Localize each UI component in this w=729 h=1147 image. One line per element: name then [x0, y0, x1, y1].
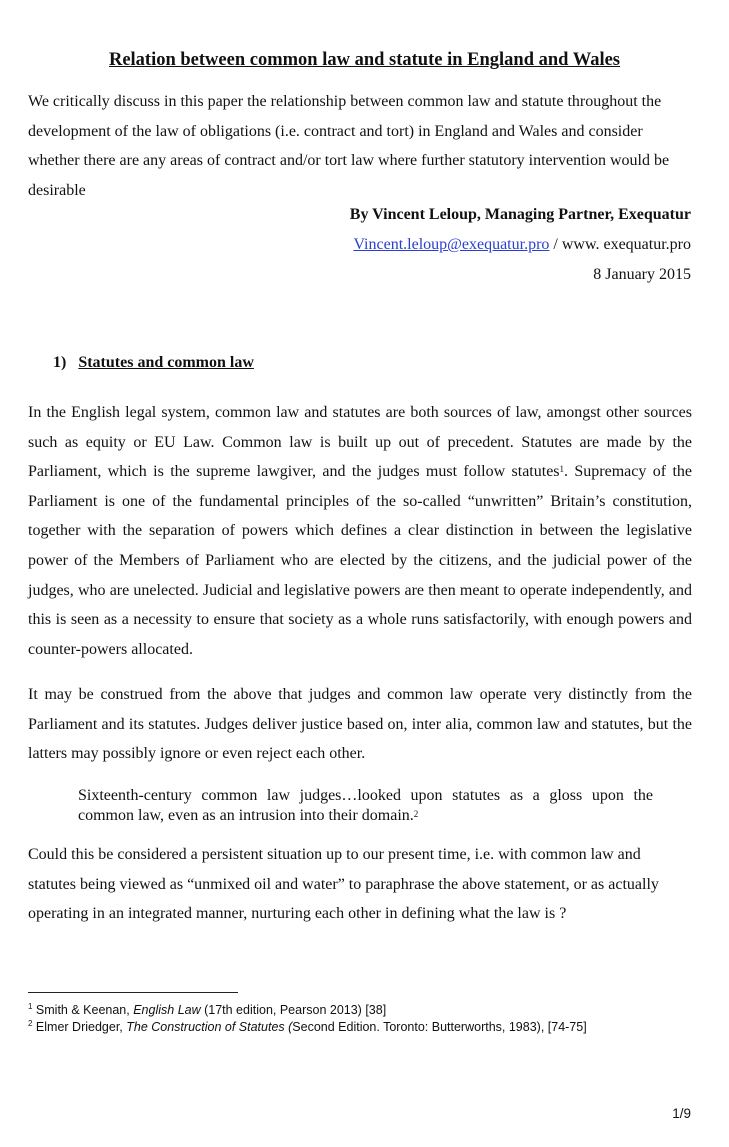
- author-contact: [353, 236, 691, 254]
- contact-separator: /: [549, 236, 562, 253]
- footnote-text: Elmer Driedger,: [32, 1020, 127, 1034]
- document-title: Relation between common law and statute in England and Wales: [108, 50, 621, 70]
- footnote-1: [28, 1002, 386, 1018]
- footnote-2: [28, 1019, 587, 1035]
- body-paragraph-2: It may be construed from the above that judges and common law operate very distinctly from the Parliament and its statutes. Judges deliver justice based on, inter alia, common law and statutes, but the latters may possibly ignore or even reject each other.: [28, 686, 692, 763]
- author-email-link[interactable]: Vincent.leloup@exequatur.pro: [353, 236, 550, 253]
- footnote-text: Smith & Keenan,: [32, 1003, 134, 1017]
- author-byline: By Vincent Leloup, Managing Partner, Exequatur: [349, 206, 691, 223]
- intro-paragraph: We critically discuss in this paper the relationship between common law and statute throughout the development of the law of obligations (i.e. contract and tort) in England and Wales and consider whether there are any areas of contract and/or tort law where further statutory intervention would be desirable: [28, 93, 670, 199]
- paragraph-text: In the English legal system, common law and statutes are both sources of law, amongst other sources such as equity or EU Law. Common law is built up out of precedent. Statutes are made by the Parliament, which is the supreme lawgiver, and the judges must follow statutes: [28, 404, 692, 481]
- quote-text: Sixteenth-century common law judges…looked upon statutes as a gloss upon the common law, even as an intrusion into their domain.: [78, 787, 653, 824]
- footnote-italic: English Law: [133, 1003, 201, 1017]
- footnote-ref-2: 2: [413, 809, 419, 819]
- section-heading: [53, 354, 254, 372]
- paragraph-text: . Supremacy of the Parliament is one of the fundamental principles of the so-called “unwritten” Britain’s constitution, together with the separation of powers which defines a clear distinction in between the legislative power of the Members of Parliament who are elected by the citizens, and the judicial power of the judges, who are unelected. Judicial and legislative powers are then meant to operate independently, and this is seen as a necessity to ensure that society as a whole runs satisfactorily, with enough powers and counter-powers allocated.: [28, 463, 692, 658]
- footnote-italic: The Construction of Statutes (: [126, 1020, 293, 1034]
- footnote-ref-1: 1: [559, 464, 565, 475]
- document-date: 8 January 2015: [593, 266, 691, 283]
- footnote-number: 2: [28, 1019, 33, 1028]
- footnote-number: 1: [28, 1002, 33, 1011]
- footnote-separator: [28, 992, 238, 993]
- section-number: 1): [53, 354, 67, 371]
- body-paragraph-1: [28, 398, 692, 664]
- author-website: www. exequatur.pro: [561, 236, 691, 253]
- body-paragraph-3: Could this be considered a persistent situation up to our present time, i.e. with common law and statutes being viewed as “unmixed oil and water” to paraphrase the above statement, or as actually operating in an integrated manner, nurturing each other in defining what the law is ?: [28, 846, 659, 923]
- footnote-text: Second Edition. Toronto: Butterworths, 1983), [74-75]: [292, 1020, 587, 1034]
- footnote-text: (17th edition, Pearson 2013) [38]: [200, 1003, 387, 1017]
- page-number: 1/9: [672, 1106, 691, 1121]
- section-title: Statutes and common law: [78, 354, 254, 371]
- block-quote: [78, 786, 653, 826]
